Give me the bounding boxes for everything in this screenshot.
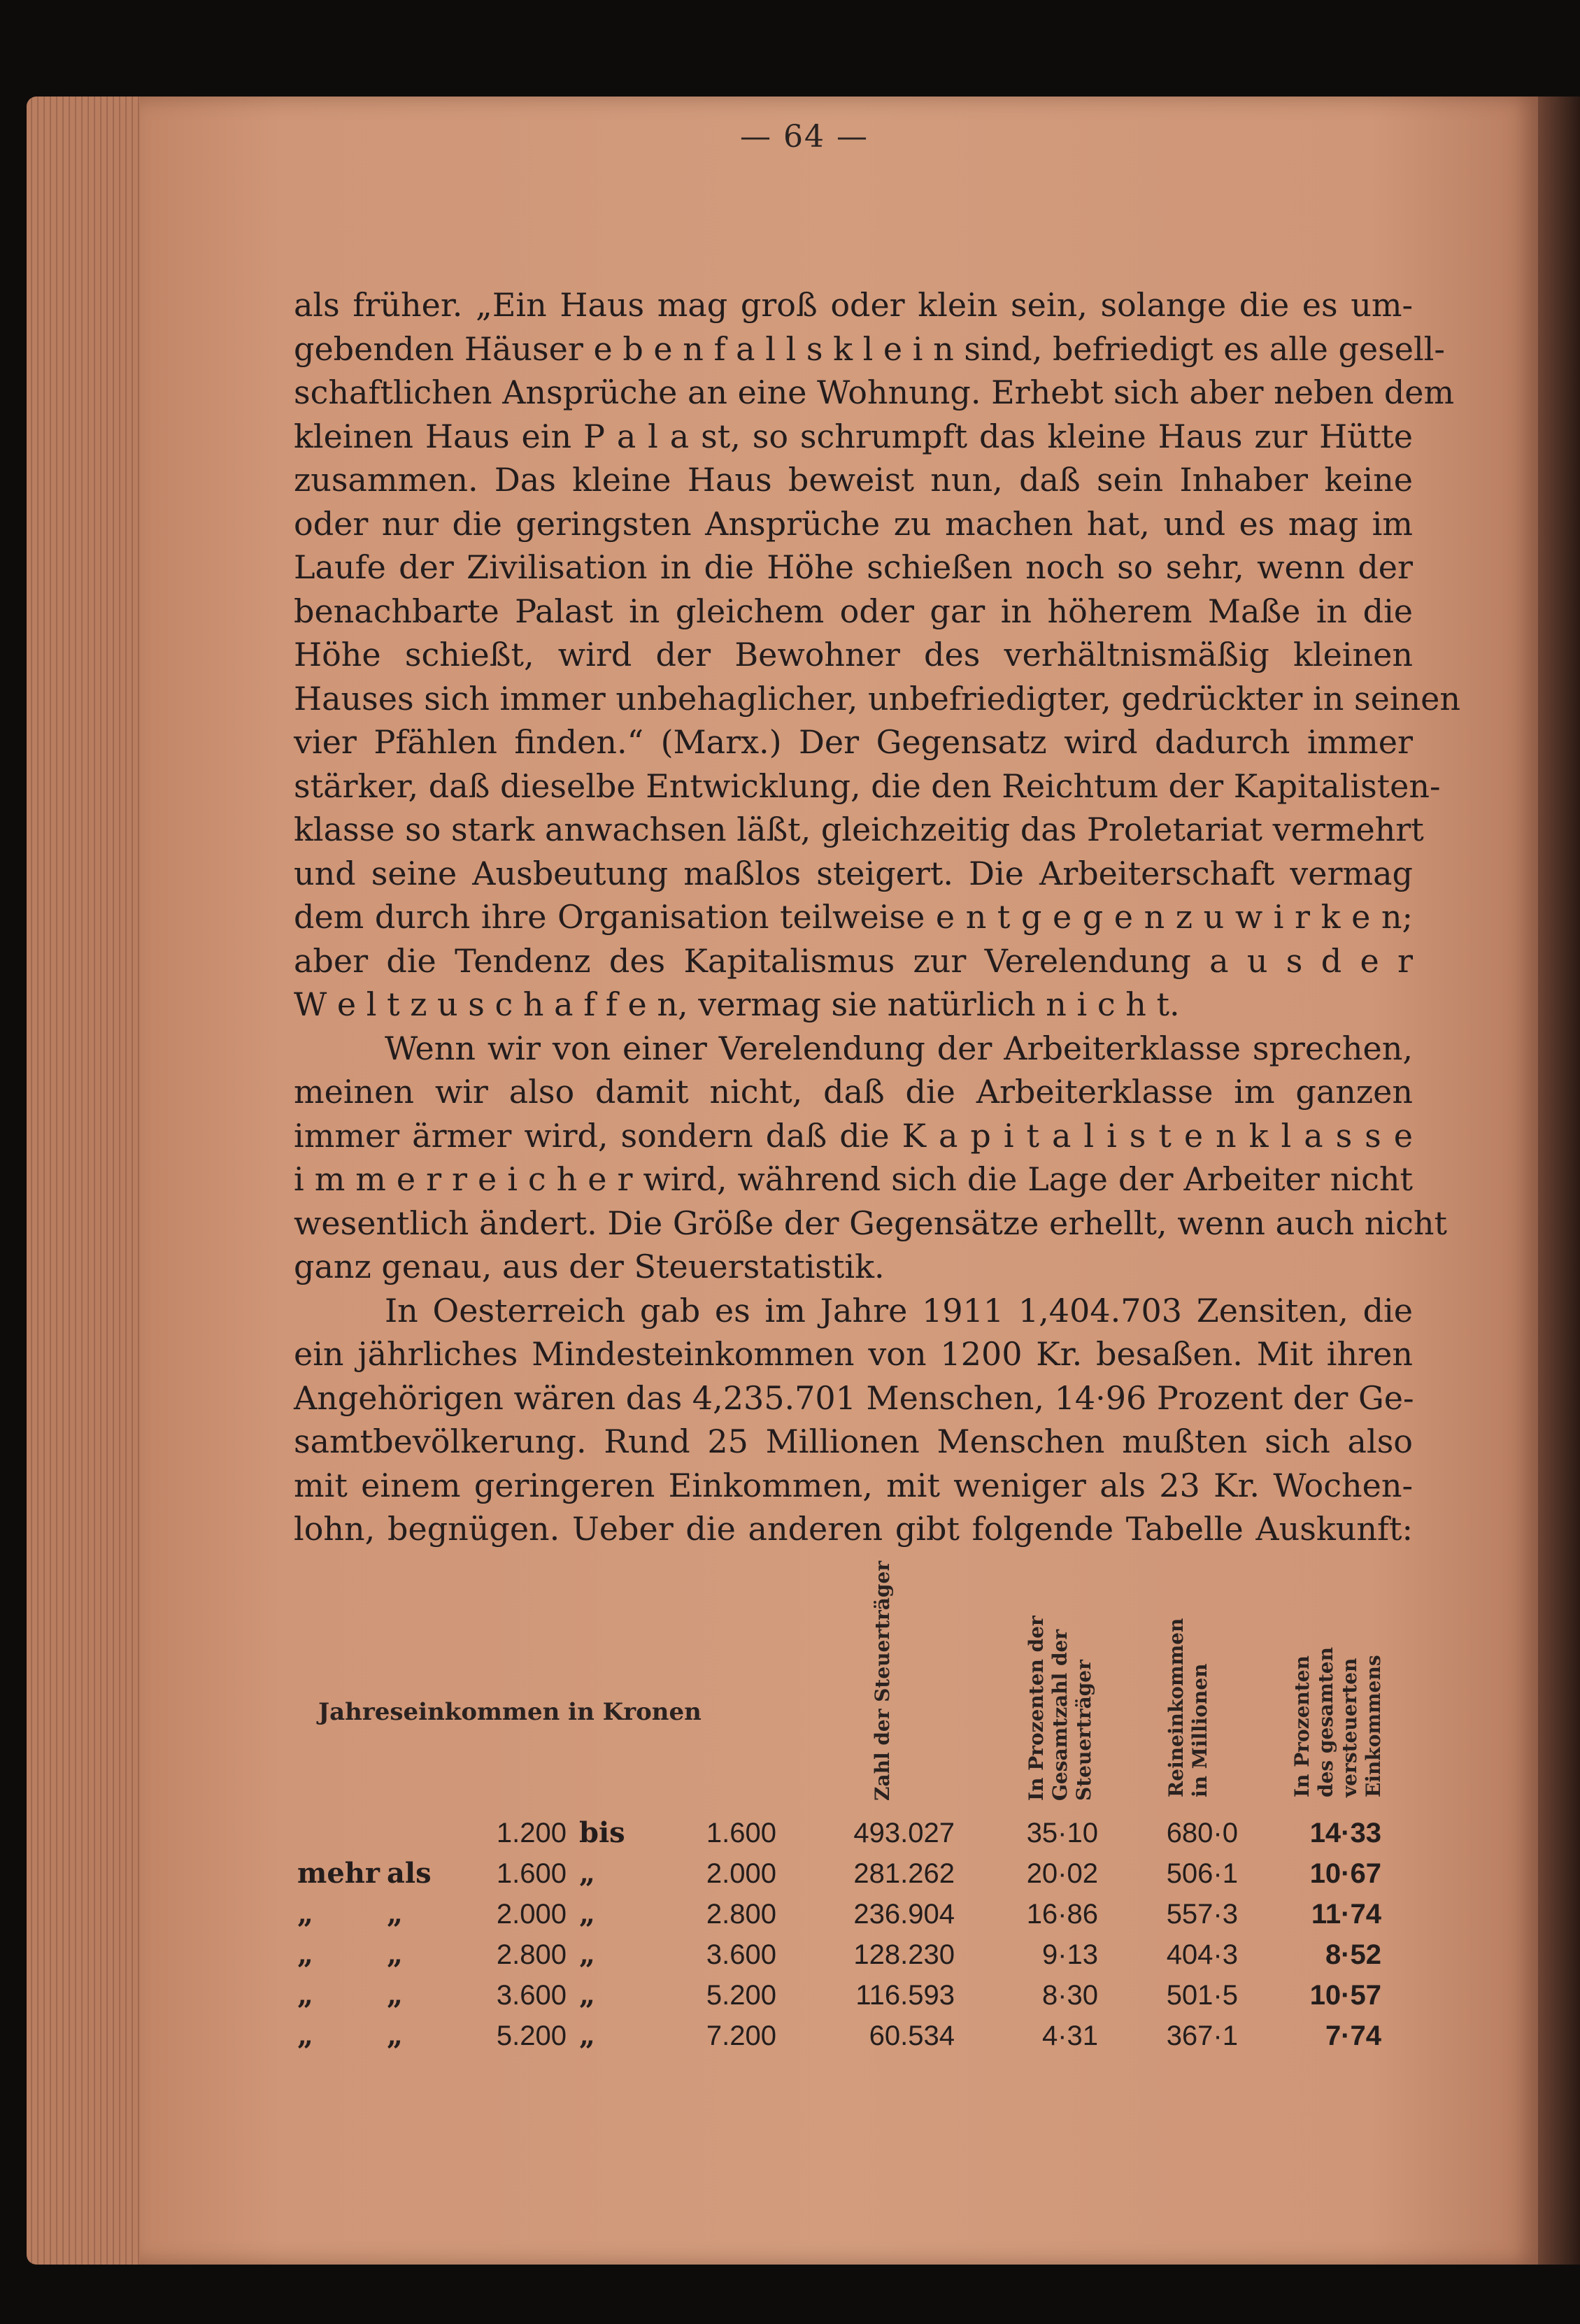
table-cell: 1.200 — [496, 1818, 567, 1848]
table-cell: „ — [297, 2019, 314, 2052]
table-cell: 2.000 — [496, 1899, 567, 1930]
text-line: Laufe der Zivilisation in die Höhe schießen noch so sehr, wenn der — [294, 548, 1413, 586]
text-line: ein jährliches Mindesteinkommen von 1200 Kr. besaßen. Mit ihren — [294, 1335, 1413, 1373]
table-cell: 7.200 — [706, 2020, 776, 2051]
table-cell: „ — [579, 1979, 596, 2011]
table-row — [0, 1934, 1580, 1975]
text-line: oder nur die geringsten Ansprüche zu machen hat, und es mag im — [294, 504, 1413, 543]
table-cell: 14·33 — [1309, 1818, 1381, 1848]
text-line: vier Pfählen finden.“ (Marx.) Der Gegensatz wird dadurch immer — [294, 723, 1413, 761]
table-cell: 501·5 — [1166, 1980, 1238, 2011]
text-line: Wenn wir von einer Verelendung der Arbeiterklasse sprechen, — [385, 1029, 1413, 1067]
table-cell: 1.600 — [496, 1858, 567, 1889]
table-cell: 7·74 — [1325, 2020, 1381, 2051]
table-cell: 9·13 — [1041, 1939, 1098, 1970]
body-text — [294, 283, 1460, 1551]
table-cell: „ — [387, 2019, 404, 2052]
text-line: In Oesterreich gab es im Jahre 1911 1,404.703 Zensiten, die — [385, 1291, 1413, 1329]
table-cell: 5.200 — [496, 2020, 567, 2051]
table-cell: 367·1 — [1166, 2020, 1238, 2051]
table-cell: 16·86 — [1026, 1899, 1098, 1930]
table-cell: 8·52 — [1325, 1939, 1381, 1970]
text-line: samtbevölkerung. Rund 25 Millionen Menschen mußten sich also — [294, 1423, 1413, 1460]
text-line: benachbarte Palast in gleichem oder gar in höherem Maße in die — [294, 592, 1413, 630]
table-cell: „ — [387, 1938, 404, 1971]
table-cell: 8·30 — [1041, 1980, 1098, 2011]
text-line: i m m e r r e i c h e r wird, während sich die Lage der Arbeiter nicht — [294, 1160, 1413, 1198]
table-cell: 281.262 — [853, 1858, 955, 1889]
table-cell: 2.000 — [706, 1858, 776, 1889]
table-cell: „ — [297, 1938, 314, 1971]
table-cell: 20·02 — [1026, 1858, 1098, 1889]
table-cell: 10·57 — [1309, 1980, 1381, 2011]
table-cell: bis — [579, 1816, 625, 1849]
text-line: gebenden Häuser e b e n f a l l s k l e i n sind, befriedigt es alle gesell- — [294, 329, 1445, 368]
table-row — [0, 1975, 1580, 2016]
table-cell: „ — [387, 1897, 404, 1930]
text-line: Höhe schießt, wird der Bewohner des verhältnismäßig kleinen — [294, 636, 1413, 673]
text-line: meinen wir also damit nicht, daß die Arbeiterklasse im ganzen — [294, 1073, 1413, 1111]
table-cell: 2.800 — [706, 1899, 776, 1930]
table-cell: 4·31 — [1041, 2020, 1098, 2051]
text-line: ganz genau, aus der Steuerstatistik. — [294, 1248, 885, 1285]
text-line: und seine Ausbeutung maßlos steigert. Die Arbeiterschaft vermag — [294, 854, 1413, 892]
text-line: stärker, daß dieselbe Entwicklung, die den Reichtum der Kapitalisten- — [294, 767, 1441, 805]
text-line: Hauses sich immer unbehaglicher, unbefriedigter, gedrückter in seinen — [294, 679, 1460, 718]
text-line: immer ärmer wird, sondern daß die K a p i t a l i s t e n k l a s s e — [294, 1116, 1413, 1155]
table-cell: mehr — [297, 1857, 380, 1890]
text-line: schaftlichen Ansprüche an eine Wohnung. Erhebt sich aber neben dem — [294, 373, 1455, 411]
table-cell: 236.904 — [853, 1899, 955, 1930]
table-cell: „ — [579, 2019, 596, 2052]
table-cell: als — [387, 1857, 432, 1890]
table-column-header: In Prozenten des gesamten versteuerten Einkommens — [1290, 1647, 1385, 1797]
table-cell: 404·3 — [1166, 1939, 1238, 1970]
text-line: dem durch ihre Organisation teilweise e n t g e g e n z u w i r k e n; — [294, 898, 1413, 936]
table-cell: 5.200 — [706, 1980, 776, 2011]
table-cell: 1.600 — [706, 1818, 776, 1848]
table-cell: „ — [387, 1979, 404, 2011]
table-column-header: Reineinkommen in Millionen — [1165, 1618, 1211, 1797]
table-cell: „ — [579, 1857, 596, 1890]
text-line: W e l t z u s c h a f f e n, vermag sie natürlich n i c h t. — [294, 985, 1180, 1023]
table-cell: 35·10 — [1026, 1818, 1098, 1848]
table-cell: „ — [297, 1979, 314, 2011]
text-line: kleinen Haus ein P a l a st, so schrumpft das kleine Haus zur Hütte — [294, 417, 1413, 455]
page-number: — 64 — — [740, 119, 869, 155]
table-cell: 60.534 — [869, 2020, 955, 2051]
table-row — [0, 1894, 1580, 1934]
text-line: Angehörigen wären das 4,235.701 Menschen, 14·96 Prozent der Ge- — [294, 1378, 1414, 1417]
table-cell: 128.230 — [853, 1939, 955, 1970]
table-column-header: In Prozenten der Gesamtzahl der Steuerträger — [1025, 1616, 1095, 1801]
table-cell: 3.600 — [496, 1980, 567, 2011]
table-row — [0, 1853, 1580, 1894]
table-cell: 3.600 — [706, 1939, 776, 1970]
table-cell: „ — [579, 1938, 596, 1971]
table-row — [0, 1813, 1580, 1853]
table-row-header: Jahreseinkommen in Kronen — [318, 1698, 702, 1726]
table-row — [0, 2016, 1580, 2056]
text-line: wesentlich ändert. Die Größe der Gegensätze erhellt, wenn auch nicht — [294, 1204, 1447, 1242]
text-line: klasse so stark anwachsen läßt, gleichzeitig das Proletariat vermehrt — [294, 811, 1424, 848]
table-cell: 116.593 — [855, 1980, 955, 2011]
table-cell: 11·74 — [1311, 1899, 1381, 1930]
table-cell: 680·0 — [1166, 1818, 1238, 1848]
text-line: mit einem geringeren Einkommen, mit weniger als 23 Kr. Wochen- — [294, 1466, 1413, 1504]
text-line: aber die Tendenz des Kapitalismus zur Verelendung a u s d e r — [294, 941, 1413, 980]
table-cell: „ — [579, 1897, 596, 1930]
table-cell: 2.800 — [496, 1939, 567, 1970]
table-cell: 10·67 — [1309, 1858, 1381, 1889]
table-cell: „ — [297, 1897, 314, 1930]
table-cell: 506·1 — [1166, 1858, 1238, 1889]
text-line: als früher. „Ein Haus mag groß oder klein sein, solange die es um- — [294, 286, 1413, 324]
table-column-header: Zahl der Steuerträger — [871, 1560, 894, 1801]
text-line: lohn, begnügen. Ueber die anderen gibt folgende Tabelle Auskunft: — [294, 1510, 1413, 1548]
table-cell: 557·3 — [1166, 1899, 1238, 1930]
text-line: zusammen. Das kleine Haus beweist nun, daß sein Inhaber keine — [294, 461, 1413, 499]
table-cell: 493.027 — [853, 1818, 955, 1848]
